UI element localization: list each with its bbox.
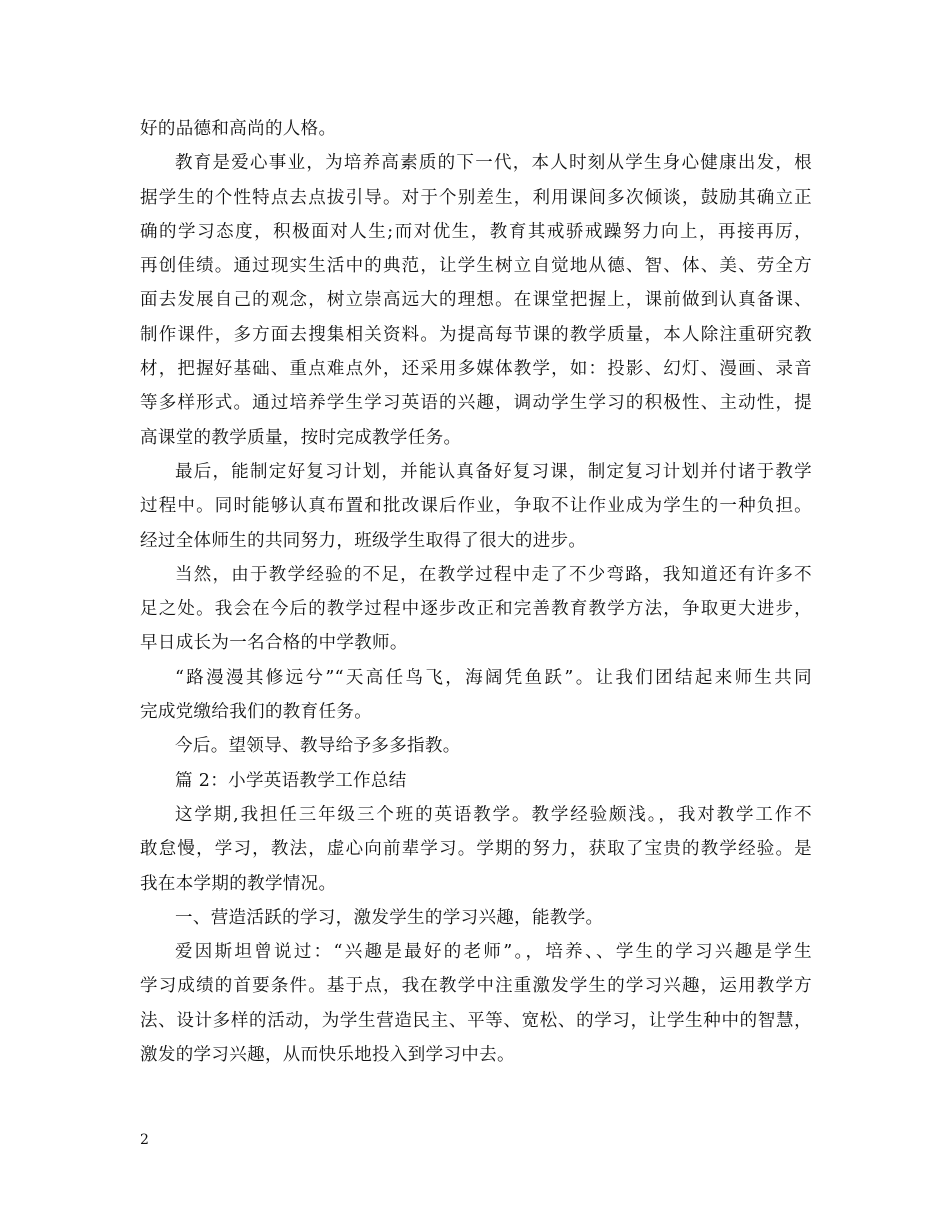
text-line: 经过全体师生的共同努力，班级学生取得了很大的进步。 xyxy=(140,530,587,551)
text-line: 足之处。我会在今后的教学过程中逐步改正和完善教育教学方法，争取更大进步， xyxy=(140,599,812,620)
text-line: 当然，由于教学经验的不足，在教学过程中走了不少弯路，我知道还有许多不 xyxy=(175,564,812,585)
text-line: 学习成绩的首要条件。基于点，我在教学中注重激发学生的学习兴趣，运用教学方 xyxy=(140,976,812,997)
text-line: 今后。望领导、教导给予多多指教。 xyxy=(175,736,461,757)
text-line: 制作课件，多方面去搜集相关资料。为提高每节课的教学质量，本人除注重研究教 xyxy=(140,324,812,345)
text-line: 高课堂的教学质量，按时完成教学任务。 xyxy=(140,427,462,448)
text-line: 确的学习态度，积极面对人生;而对优生，教育其戒骄戒躁努力向上，再接再厉， xyxy=(140,221,812,242)
text-line: 我在本学期的教学情况。 xyxy=(140,873,337,894)
text-line: 早日成长为一名合格的中学教师。 xyxy=(140,633,408,654)
text-line: 法、设计多样的活动，为学生营造民主、平等、宽松、的学习，让学生种中的智慧， xyxy=(140,1010,812,1031)
text-line: 爱因斯坦曾说过：“兴趣是最好的老师”。，培养、、学生的学习兴趣是学生 xyxy=(175,942,812,963)
text-line: 材，把握好基础、重点难点外，还采用多媒体教学，如：投影、幻灯、漫画、录音 xyxy=(140,359,812,380)
text-line: 激发的学习兴趣，从而快乐地投入到学习中去。 xyxy=(140,1045,515,1066)
text-line: 等多样形式。通过培养学生学习英语的兴趣，调动学生学习的积极性、主动性，提 xyxy=(140,393,812,414)
text-line: 好的品德和高尚的人格。 xyxy=(140,119,337,139)
text-line: 篇 2：小学英语教学工作总结 xyxy=(175,770,407,791)
text-line: 一、营造活跃的学习，激发学生的学习兴趣，能教学。 xyxy=(175,907,604,928)
text-line: 过程中。同时能够认真布置和批改课后作业，争取不让作业成为学生的一种负担。 xyxy=(140,496,812,517)
text-line: 这学期,我担任三年级三个班的英语教学。教学经验颇浅。，我对教学工作不 xyxy=(175,804,812,825)
text-line: 据学生的个性特点去点拔引导。对于个别差生，利用课间多次倾谈，鼓励其确立正 xyxy=(140,187,812,208)
text-line: 完成党缴给我们的教育任务。 xyxy=(140,702,373,723)
text-line: 最后，能制定好复习计划，并能认真备好复习课，制定复习计划并付诸于教学 xyxy=(175,461,812,482)
text-line: 面去发展自己的观念，树立崇高远大的理想。在课堂把握上，课前做到认真备课、 xyxy=(140,290,812,311)
document-body xyxy=(140,112,812,1072)
page-number: 2 xyxy=(140,1132,149,1148)
text-line: “路漫漫其修远兮”“天高任鸟飞，海阔凭鱼跃”。让我们团结起来师生共同 xyxy=(175,667,812,688)
text-line: 教育是爱心事业，为培养高素质的下一代，本人时刻从学生身心健康出发，根 xyxy=(175,153,812,174)
text-line: 再创佳绩。通过现实生活中的典范，让学生树立自觉地从德、智、体、美、劳全方 xyxy=(140,256,812,277)
text-line: 敢怠慢，学习，教法，虚心向前辈学习。学期的努力，获取了宝贵的教学经验。是 xyxy=(140,839,812,860)
